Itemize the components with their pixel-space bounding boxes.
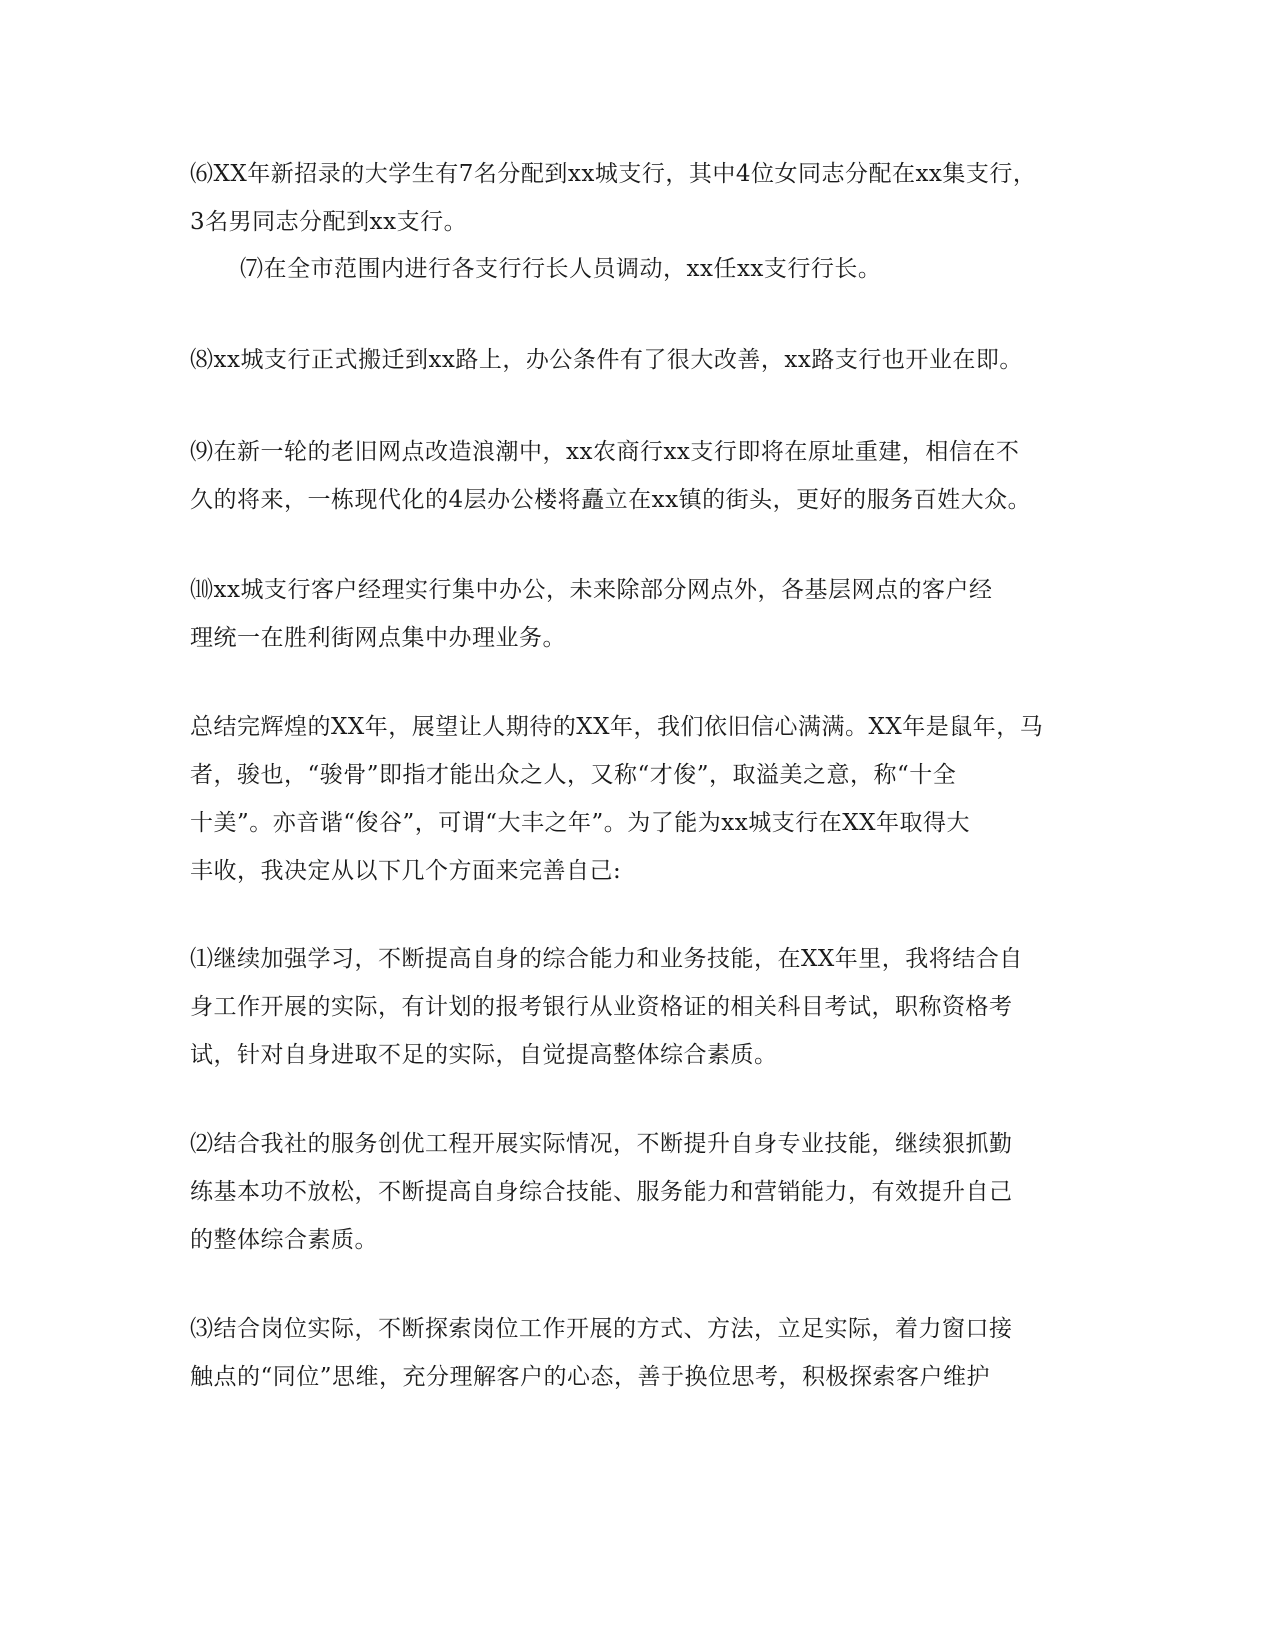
plan-paragraph-3 (190, 1305, 1090, 1401)
text-line: ⑹XX年新招录的大学生有7名分配到xx城支行，其中4位女同志分配在xx集支行， (190, 161, 1037, 187)
text-line: 丰收，我决定从以下几个方面来完善自己: (190, 858, 622, 884)
text-line: ⑻xx城支行正式搬迁到xx路上，办公条件有了很大改善，xx路支行也开业在即。 (190, 347, 1023, 373)
plan-paragraph-2 (190, 1120, 1090, 1264)
text-line: 理统一在胜利街网点集中办理业务。 (190, 625, 566, 651)
text-line: 练基本功不放松，不断提高自身综合技能、服务能力和营销能力，有效提升自己 (190, 1179, 1013, 1205)
paragraph-item-10 (190, 566, 1090, 662)
paragraph-item-7 (190, 245, 1090, 293)
text-line: ⑵结合我社的服务创优工程开展实际情况，不断提升自身专业技能，继续狠抓勤 (190, 1131, 1013, 1157)
text-line: 试，针对自身进取不足的实际，自觉提高整体综合素质。 (190, 1042, 778, 1068)
summary-paragraph (190, 703, 1090, 895)
paragraph-item-9 (190, 428, 1090, 524)
paragraph-item-6 (190, 150, 1090, 246)
text-line: 3名男同志分配到xx支行。 (190, 209, 468, 235)
text-line: ⑽xx城支行客户经理实行集中办公，未来除部分网点外，各基层网点的客户经 (190, 577, 993, 603)
text-line: 十美”。亦音谐“俊谷”，可谓“大丰之年”。为了能为xx城支行在XX年取得大 (190, 810, 970, 836)
text-line: 总结完辉煌的XX年，展望让人期待的XX年，我们依旧信心满满。XX年是鼠年，马 (190, 714, 1044, 740)
text-line: 者，骏也，“骏骨”即指才能出众之人，又称“才俊”，取溢美之意，称“十全 (190, 762, 957, 788)
text-line: 久的将来，一栋现代化的4层办公楼将矗立在xx镇的街头，更好的服务百姓大众。 (190, 487, 1032, 513)
text-line: ⑼在新一轮的老旧网点改造浪潮中，xx农商行xx支行即将在原址重建，相信在不 (190, 439, 1020, 465)
text-line: 触点的“同位”思维，充分理解客户的心态，善于换位思考，积极探索客户维护 (190, 1364, 991, 1390)
text-line: 的整体综合素质。 (190, 1227, 378, 1253)
text-line: ⑴继续加强学习，不断提高自身的综合能力和业务技能，在XX年里，我将结合自 (190, 946, 1023, 972)
plan-paragraph-1 (190, 935, 1090, 1079)
paragraph-item-8 (190, 336, 1090, 384)
text-line: ⑶结合岗位实际，不断探索岗位工作开展的方式、方法，立足实际，着力窗口接 (190, 1316, 1013, 1342)
text-line: 身工作开展的实际，有计划的报考银行从业资格证的相关科目考试，职称资格考 (190, 994, 1013, 1020)
text-line: ⑺在全市范围内进行各支行行长人员调动，xx任xx支行行长。 (240, 256, 882, 282)
